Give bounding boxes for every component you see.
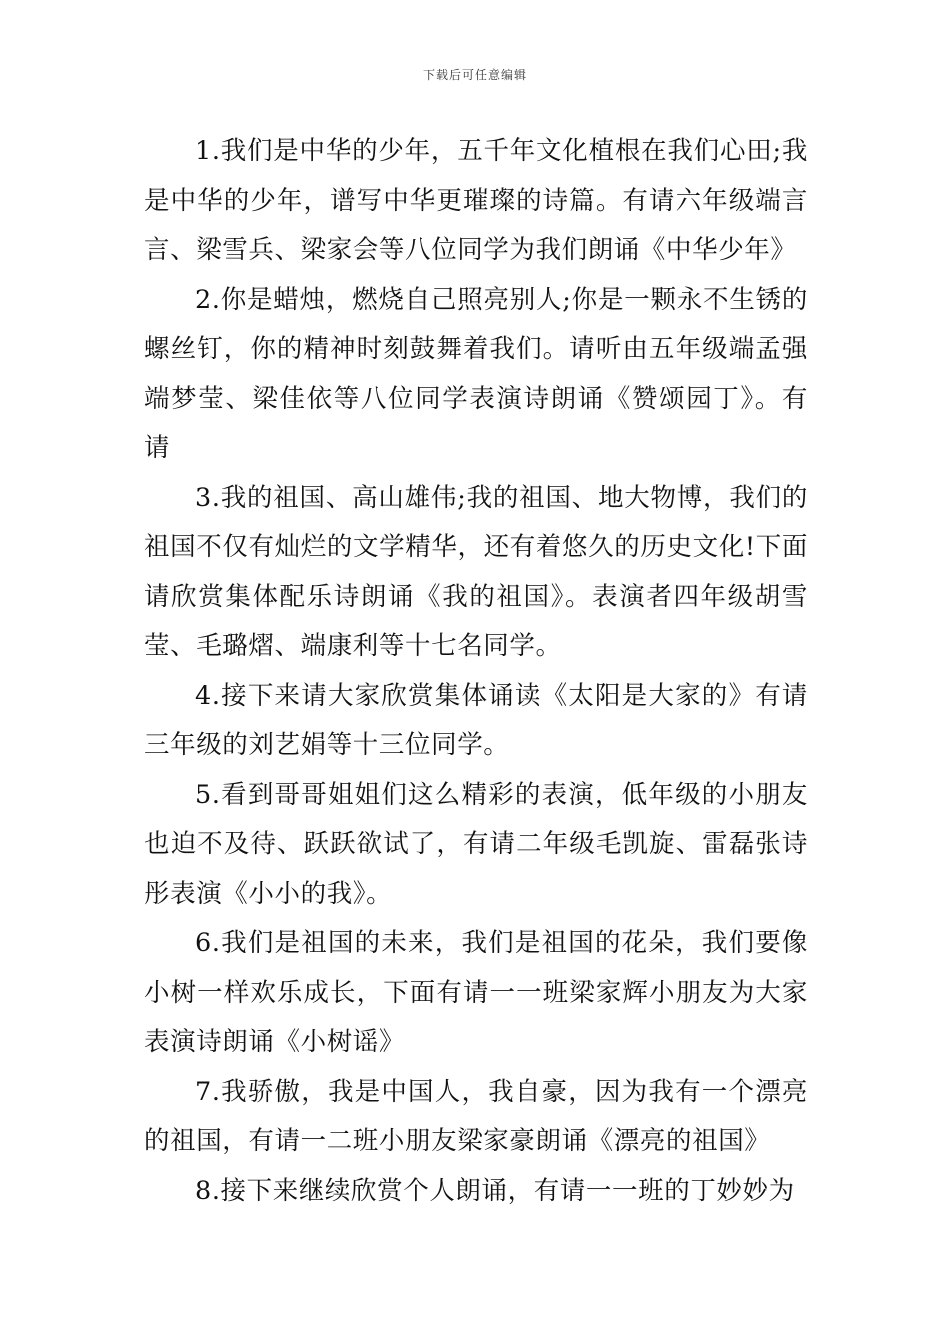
paragraph-2: 2.你是蜡烛，燃烧自己照亮别人;你是一颗永不生锈的螺丝钉，你的精神时刻鼓舞着我们。请听由五年级端孟强端梦莹、梁佳依等八位同学表演诗朗诵《赞颂园丁》。有请 xyxy=(144,284,808,463)
paragraph-7: 7.我骄傲，我是中国人，我自豪，因为我有一个漂亮的祖国，有请一二班小朋友梁家豪朗诵《漂亮的祖国》 xyxy=(144,1076,808,1156)
paragraph-4: 4.接下来请大家欣赏集体诵读《太阳是大家的》有请三年级的刘艺娟等十三位同学。 xyxy=(144,680,808,760)
paragraph-1: 1.我们是中华的少年，五千年文化植根在我们心田;我是中华的少年，谱写中华更璀璨的诗篇。有请六年级端言言、梁雪兵、梁家会等八位同学为我们朗诵《中华少年》 xyxy=(144,136,808,265)
paragraph-3: 3.我的祖国、高山雄伟;我的祖国、地大物博，我们的祖国不仅有灿烂的文学精华，还有着悠久的历史文化!下面请欣赏集体配乐诗朗诵《我的祖国》。表演者四年级胡雪莹、毛璐熠、端康利等十七名同学。 xyxy=(144,482,808,661)
document-body xyxy=(144,127,808,1216)
paragraph-6: 6.我们是祖国的未来，我们是祖国的花朵，我们要像小树一样欢乐成长，下面有请一一班梁家辉小朋友为大家表演诗朗诵《小树谣》 xyxy=(144,928,808,1057)
paragraph-8: 8.接下来继续欣赏个人朗诵，有请一一班的丁妙妙为 xyxy=(195,1175,795,1206)
paragraph-5: 5.看到哥哥姐姐们这么精彩的表演，低年级的小朋友也迫不及待、跃跃欲试了，有请二年级毛凯旋、雷磊张诗彤表演《小小的我》。 xyxy=(144,779,808,909)
header-note: 下载后可任意编辑 xyxy=(422,68,527,82)
